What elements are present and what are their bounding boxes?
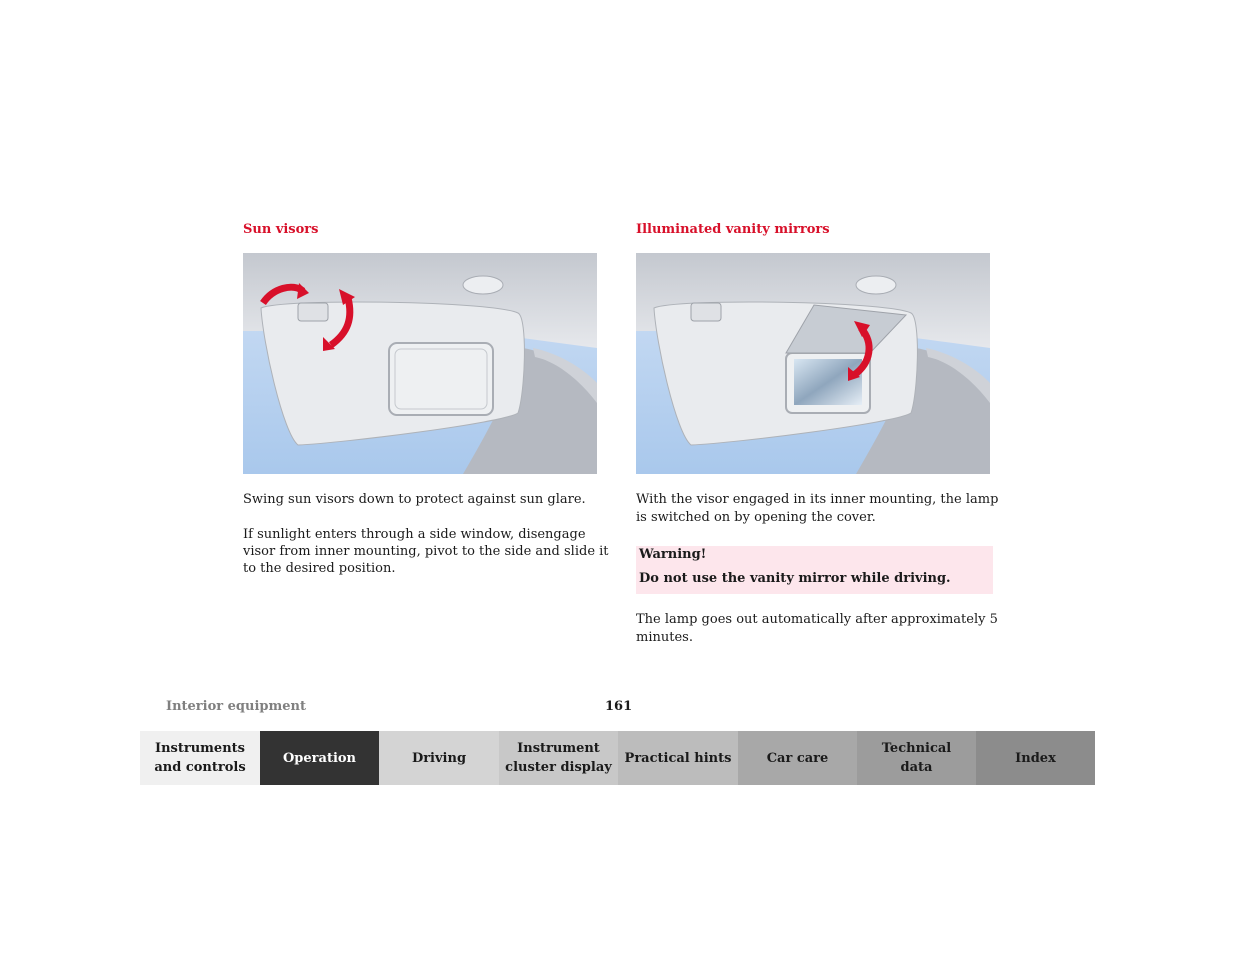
- sun-visor-paragraph-1: Swing sun visors down to protect against sun glare.: [243, 492, 586, 507]
- sun-visor-paragraph-2-line-1: If sunlight enters through a side window, disengage: [243, 527, 586, 542]
- sun-visor-illustration: [243, 253, 597, 474]
- page-number: 161: [605, 699, 633, 714]
- warning-box: [636, 546, 993, 594]
- sun-visor-paragraph-2-line-3: to the desired position.: [243, 561, 396, 576]
- sun-visors-heading: Sun visors: [243, 222, 319, 237]
- sun-visor-paragraph-2-line-2: visor from inner mounting, pivot to the side and slide it: [243, 544, 609, 559]
- vanity-mirror-illustration: [636, 253, 990, 474]
- nav-tab-operation[interactable]: Operation: [260, 731, 379, 785]
- nav-tab-driving[interactable]: Driving: [379, 731, 499, 785]
- footer-section-title: Interior equipment: [166, 699, 306, 714]
- warning-text: Do not use the vanity mirror while driving.: [639, 571, 951, 586]
- nav-tab-practical-hints[interactable]: Practical hints: [618, 731, 738, 785]
- nav-tab-technical-data[interactable]: Technical data: [857, 731, 976, 785]
- vanity-mirror-paragraph-1-line-2: is switched on by opening the cover.: [636, 510, 876, 525]
- vanity-mirror-paragraph-2-line-2: minutes.: [636, 630, 693, 645]
- nav-tab-instruments-and-controls[interactable]: Instruments and controls: [140, 731, 260, 785]
- warning-title: Warning!: [639, 547, 707, 562]
- nav-tab-instrument-cluster-display[interactable]: Instrument cluster display: [499, 731, 618, 785]
- vanity-mirror-paragraph-2-line-1: The lamp goes out automatically after approximately 5: [636, 612, 998, 627]
- vanity-mirrors-heading: Illuminated vanity mirrors: [636, 222, 830, 237]
- vanity-mirror-paragraph-1-line-1: With the visor engaged in its inner mounting, the lamp: [636, 492, 999, 507]
- nav-tab-car-care[interactable]: Car care: [738, 731, 857, 785]
- nav-tab-index[interactable]: Index: [976, 731, 1095, 785]
- chapter-navigation: [140, 731, 1095, 785]
